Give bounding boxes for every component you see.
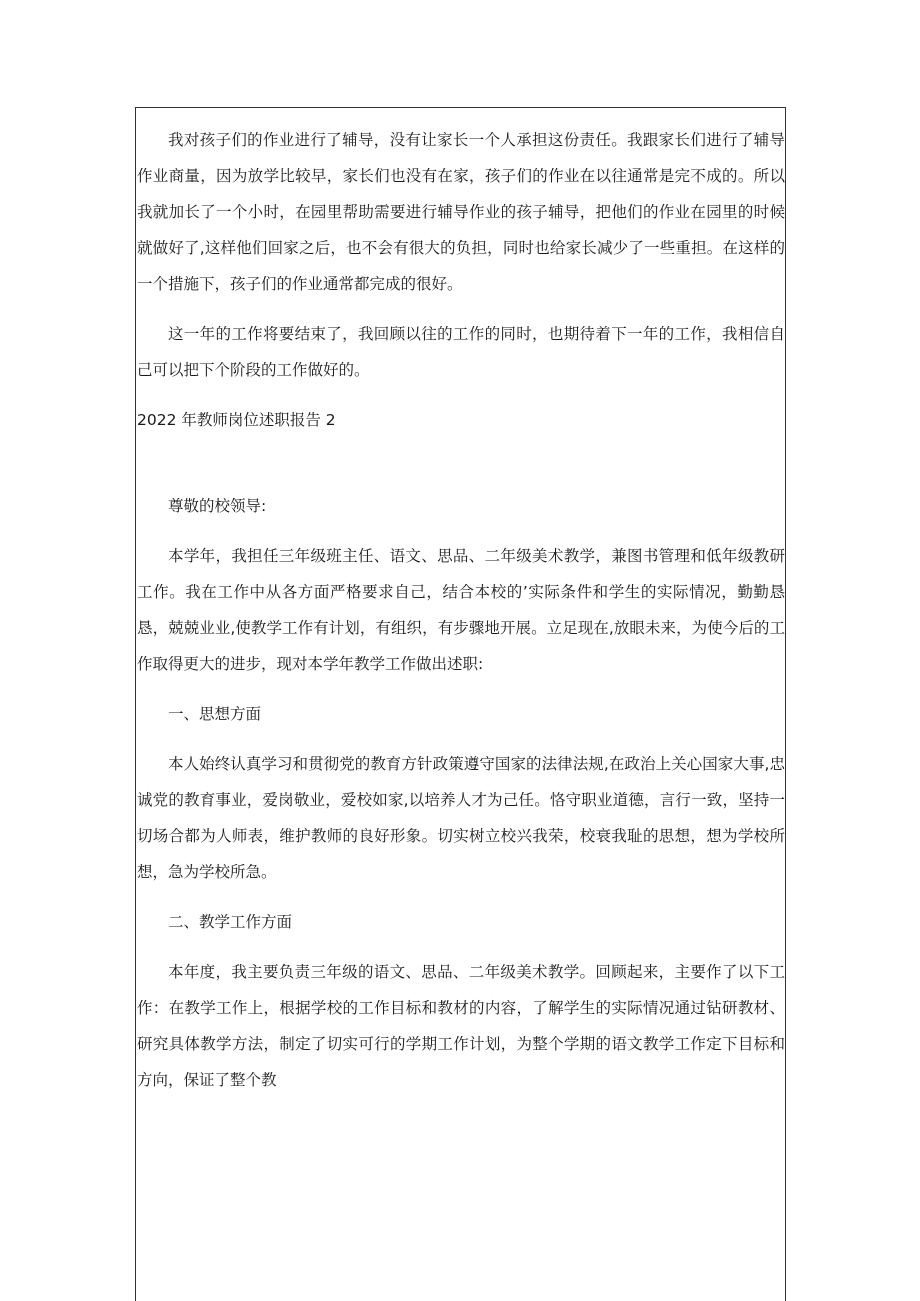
section-title-ideology: 一、思想方面 — [168, 705, 262, 723]
section-title-teaching: 二、教学工作方面 — [168, 913, 293, 931]
paragraph-year-end: 这一年的工作将要结束了，我回顾以往的工作的同时，也期待着下一年的工作，我相信自己可以把下个阶段的工作做好的。 — [137, 325, 785, 379]
paragraph-intro: 本学年，我担任三年级班主任、语文、思品、二年级美术教学，兼图书管理和低年级教研工作。我在工作中从各方面严格要求自己，结合本校的’实际条件和学生的实际情况，勤勤恳恳，兢兢业业,使教学工作有计划，有组织，有步骤地开展。立足现在,放眼未来，为使今后的工作取得更大的进步，现对本学年教学工作做出述职: — [137, 547, 785, 673]
report-title: 2022 年教师岗位述职报告 2 — [137, 411, 336, 429]
paragraph-teaching: 本年度，我主要负责三年级的语文、思品、二年级美术教学。回顾起来，主要作了以下工作：在教学工作上，根据学校的工作目标和教材的内容，了解学生的实际情况通过钻研教材、研究具体教学方法，制定了切实可行的学期工作计划，为整个学期的语文教学工作定下目标和方向，保证了整个教 — [137, 963, 785, 1089]
paragraph-ideology: 本人始终认真学习和贯彻党的教育方针政策遵守国家的法律法规,在政治上关心国家大事,忠诚党的教育事业，爱岗敬业，爱校如家,以培养人才为己任。恪守职业道德，言行一致，坚持一切场合都为人师表，维护教师的良好形象。切实树立校兴我荣，校衰我耻的思想，想为学校所想，急为学校所急。 — [137, 755, 785, 881]
paragraph-homework-tutoring: 我对孩子们的作业进行了辅导，没有让家长一个人承担这份责任。我跟家长们进行了辅导作业商量，因为放学比较早，家长们也没有在家，孩子们的作业在以往通常是完不成的。所以我就加长了一个小时，在园里帮助需要进行辅导作业的孩子辅导，把他们的作业在园里的时候就做好了,这样他们回家之后，也不会有很大的负担，同时也给家长减少了一些重担。在这样的一个措施下，孩子们的作业通常都完成的很好。 — [137, 131, 785, 293]
document-body — [137, 122, 785, 1098]
salutation: 尊敬的校领导: — [168, 497, 267, 515]
